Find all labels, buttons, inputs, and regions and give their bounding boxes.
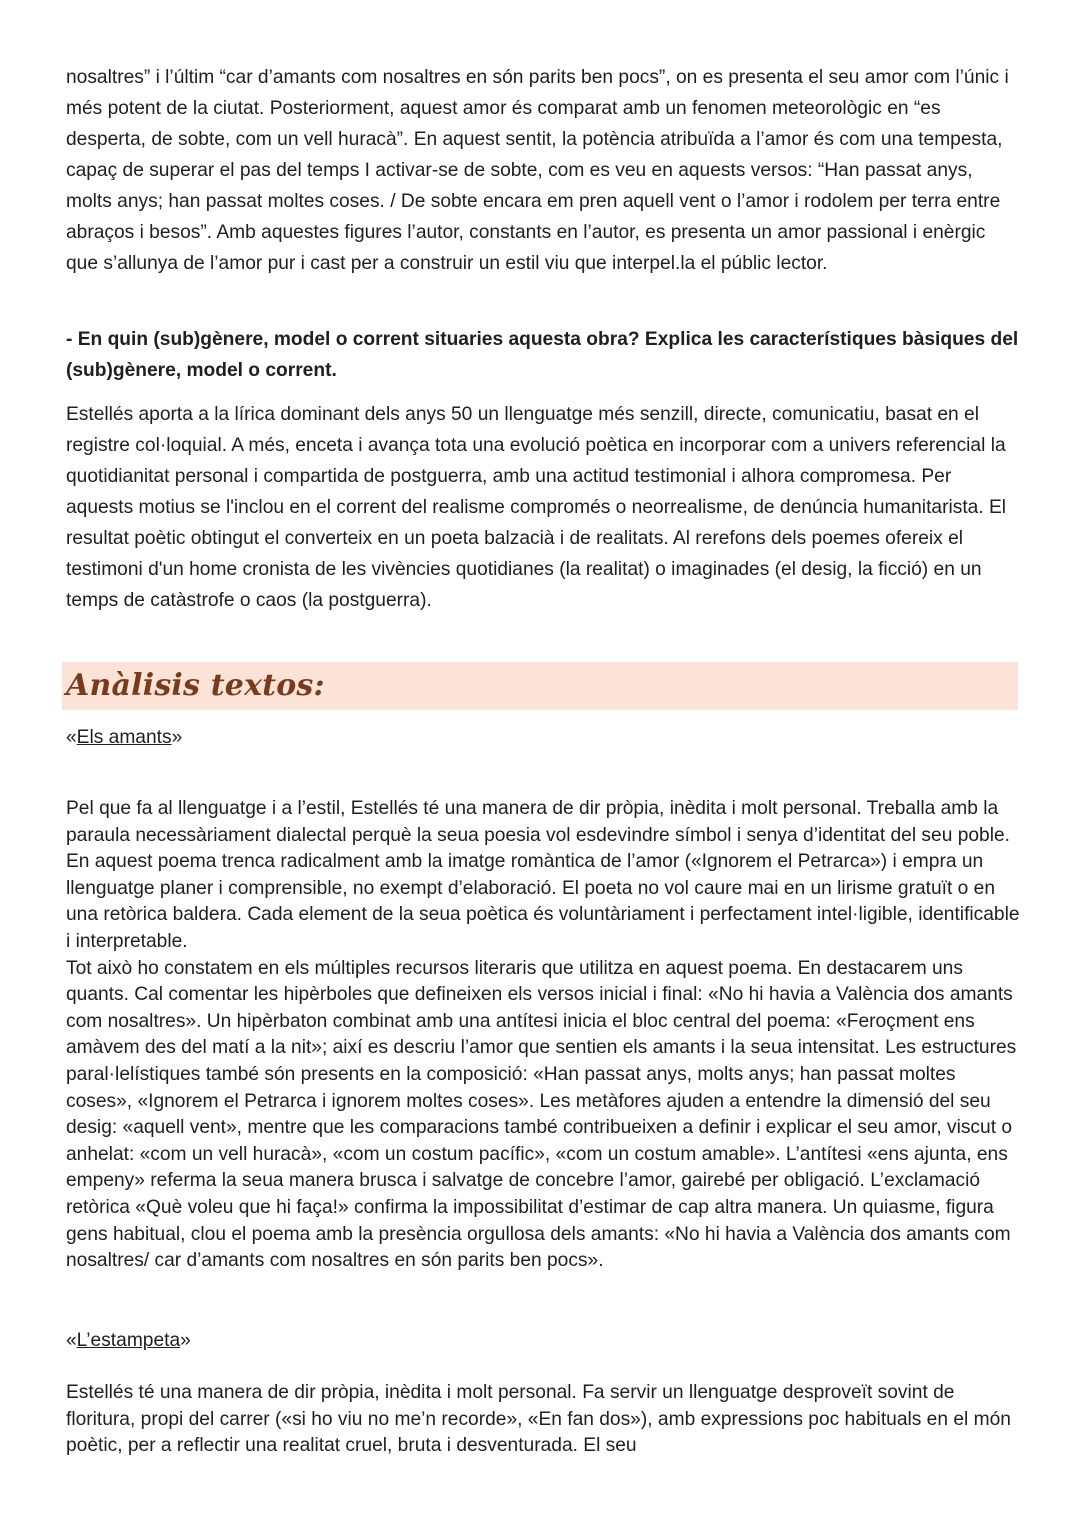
open-quote: «: [66, 1330, 77, 1351]
poem2-analysis: Estellés té una manera de dir pròpia, inèdita i molt personal. Fa servir un llenguatge desproveït sovint de floritura, propi del carrer («si ho viu no me’n recorde», «En fan dos»), amb expressions poc habituals en el món poètic, per a reflectir una realitat cruel, bruta i desventurada. El seu: [66, 1382, 1011, 1457]
close-quote: »: [180, 1330, 191, 1351]
poem1-analysis: [66, 796, 1021, 1275]
poem1-analysis-part-b: Tot això ho constatem en els múltiples recursos literaris que utilitza en aquest poema. En destacarem uns quants. Cal comentar les hipèrboles que defineixen els versos inicial i final: «No hi havia a València dos amants com nosaltres». Un hipèrbaton combinat amb una antítesi inicia el bloc central del poema: «Feroçment ens amàvem des del matí a la nit»; així es descriu l’amor que sentien els amants i la seua intensitat. Les estructures paral·lelístiques també són presents en la composició: «Han passat anys, molts anys; han passat moltes coses», «Ignorem el Petrarca i ignorem moltes coses». Les metàfores ajuden a entendre la dimensió del seu desig: «aquell vent», mentre que les comparacions també contribueixen a definir i explicar el seu amor, viscut o anhelat: «com un vell huracà», «com un costum pacífic», «com un costum amable». L’antítesi «ens ajunta, ens empeny» referma la seua manera brusca i salvatge de concebre l’amor, gairebé per obligació. L’exclamació retòrica «Què voleu que hi faça!» confirma la impossibilitat d’estimar de cap altra manera. Un quiasme, figura gens habitual, clou el poema amb la presència orgullosa dels amants: «No hi havia a València dos amants com nosaltres/ car d’amants com nosaltres en són parits ben pocs».: [66, 957, 1017, 1272]
poem1-analysis-part-a: Pel que fa al llenguatge i a l’estil, Estellés té una manera de dir pròpia, inèdita i molt personal. Treballa amb la paraula necessàriament dialectal perquè la seua poesia vol esdevindre símbol i senya d’identitat del seu poble. En aquest poema trenca radicalment amb la imatge romàntica de l’amor («Ignorem el Petrarca») i empra un llenguatge planer i comprensible, no exempt d’elaboració. El poeta no vol caure mai en un lirisme gratuït o en una retòrica baldera. Cada element de la seua poètica és voluntàriament i perfectament intel·ligible, identificable i interpretable.: [66, 798, 1020, 952]
answer-paragraph: Estellés aporta a la lírica dominant dels anys 50 un llenguatge més senzill, directe, comunicatiu, basat en el registre col·loquial. A més, enceta i avança tota una evolució poètica en incorporar com a univers referencial la quotidianitat personal i compartida de postguerra, amb una actitud testimonial i alhora compromesa. Per aquests motius se l'inclou en el corrent del realisme compromés o neorrealisme, de denúncia humanitarista. El resultat poètic obtingut el converteix en un poeta balzacià i de realitats. Al rerefons dels poemes ofereix el testimoni d'un home cronista de les vivències quotidianes (la realitat) o imaginades (el desig, la ficció) en un temps de catàstrofe o caos (la postguerra).: [66, 404, 1007, 611]
section-heading: Anàlisis textos:: [66, 668, 325, 703]
question-heading: - En quin (sub)gènere, model o corrent situaries aquesta obra? Explica les característiques bàsiques del (sub)gènere, model o corrent.: [66, 329, 1019, 381]
intro-paragraph: nosaltres” i l’últim “car d’amants com nosaltres en són parits ben pocs”, on es presenta el seu amor com l’únic i més potent de la ciutat. Posteriorment, aquest amor és comparat amb un fenomen meteorològic en “es desperta, de sobte, com un vell huracà”. En aquest sentit, la potència atribuïda a l’amor és com una tempesta, capaç de superar el pas del temps I activar-se de sobte, com es veu en aquests versos: “Han passat anys, molts anys; han passat moltes coses. / De sobte encara em pren aquell vent o l’amor i rodolem per terra entre abraços i besos”. Amb aquestes figures l’autor, constants en l’autor, es presenta un amor passional i enèrgic que s’allunya de l’amor pur i cast per a construir un estil viu que interpel.la el públic lector.: [66, 67, 1009, 274]
open-quote: «: [66, 727, 77, 748]
poem-title-text: L’estampeta: [76, 1330, 181, 1351]
section-banner: [62, 662, 1018, 710]
close-quote: »: [171, 727, 183, 748]
poem-title-text: Els amants: [76, 727, 172, 748]
poem-title-lestampeta: [66, 1328, 191, 1354]
poem-title-els-amants: [66, 725, 182, 751]
